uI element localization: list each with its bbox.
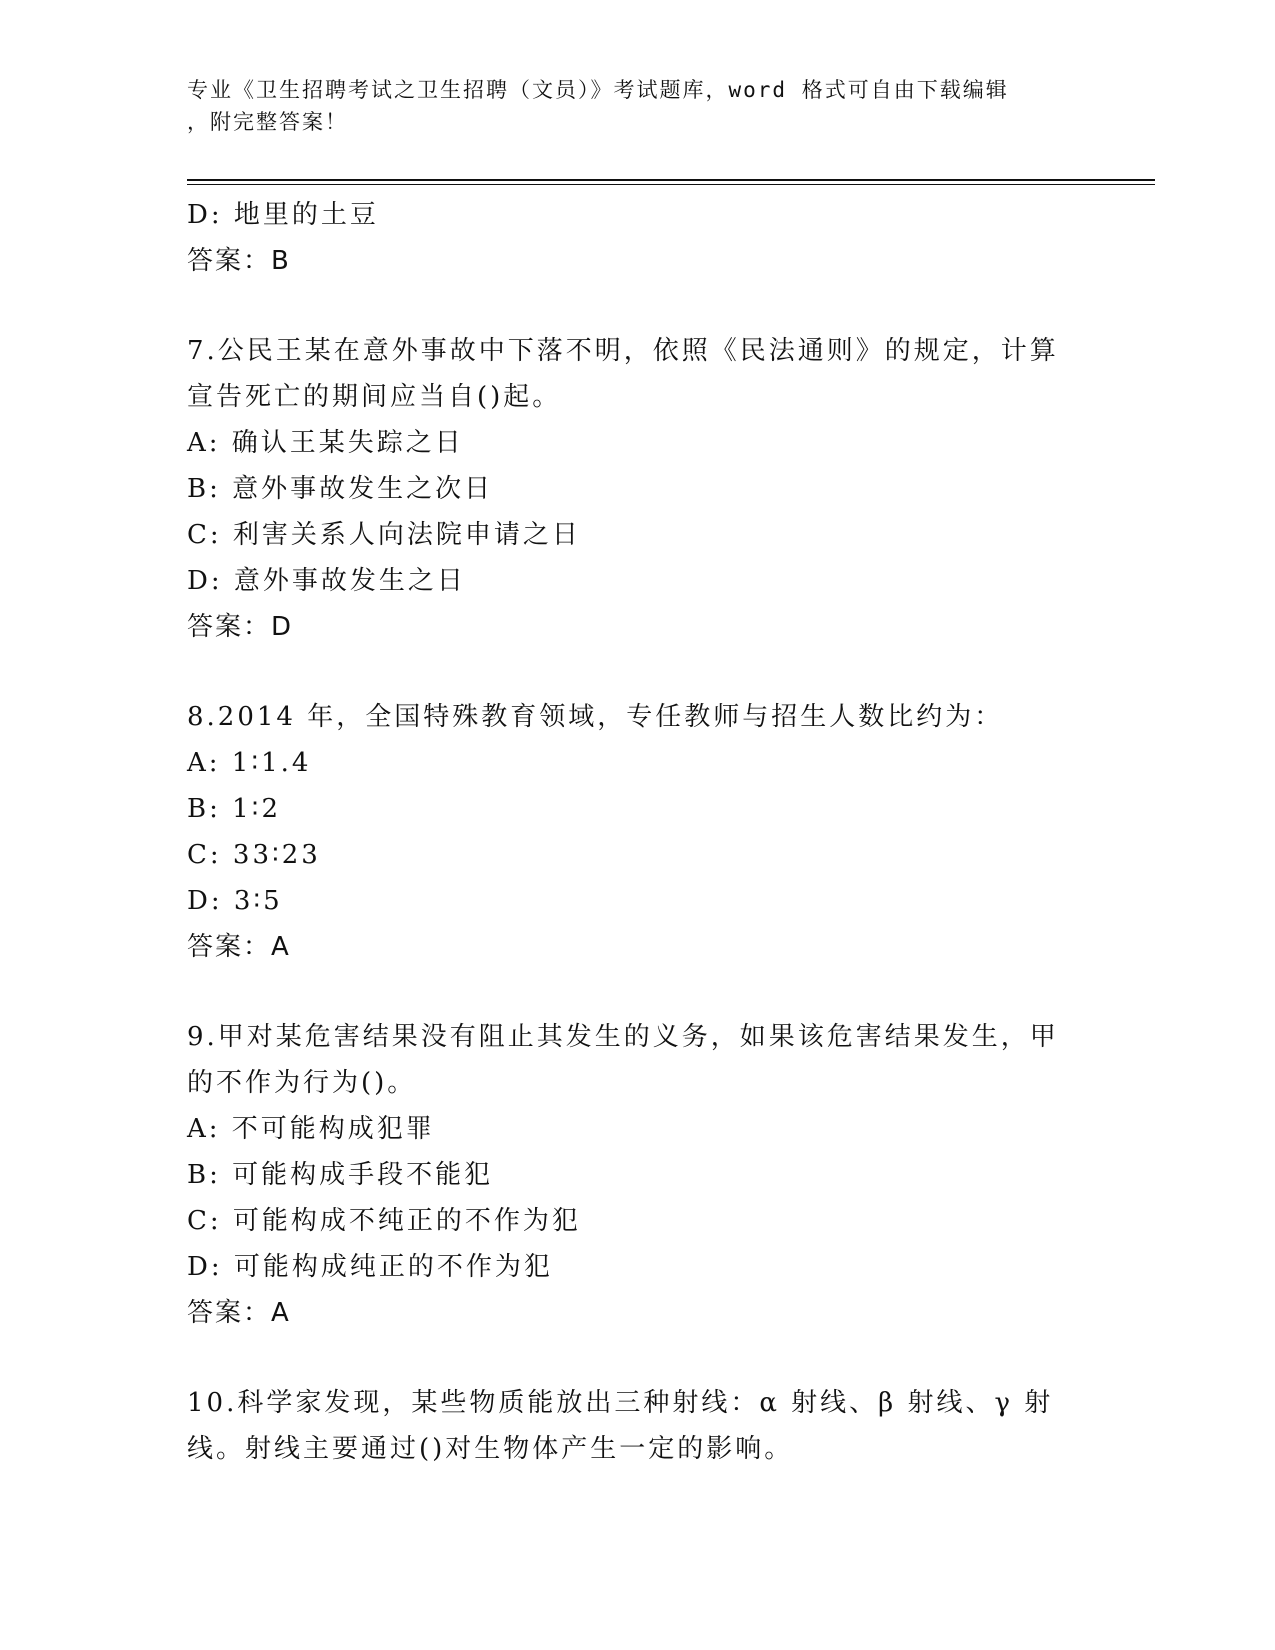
option-d: D: 地里的土豆	[187, 200, 379, 230]
option-a: A: 不可能构成犯罪	[187, 1114, 435, 1144]
question-10	[187, 1380, 1087, 1472]
question-stem: 10.科学家发现，某些物质能放出三种射线：α 射线、β 射线、γ 射	[187, 1388, 1054, 1418]
header-divider-thin	[187, 184, 1155, 185]
header-line-1: 专业《卫生招聘考试之卫生招聘（文员）》考试题库，word 格式可自由下载编辑	[187, 78, 1009, 102]
question-7	[187, 328, 1087, 650]
option-d: D: 可能构成纯正的不作为犯	[187, 1252, 553, 1282]
option-c: C: 33∶23	[187, 840, 321, 870]
answer: 答案：A	[187, 932, 291, 962]
header-divider	[187, 179, 1155, 181]
page-header	[187, 74, 1067, 138]
question-8	[187, 694, 1087, 970]
option-c: C: 可能构成不纯正的不作为犯	[187, 1206, 581, 1236]
option-b: B: 意外事故发生之次日	[187, 474, 494, 504]
answer: 答案：D	[187, 612, 294, 642]
question-prev-tail	[187, 192, 1087, 284]
option-d: D: 3∶5	[187, 886, 283, 916]
question-stem-cont: 线。射线主要通过()对生物体产生一定的影响。	[187, 1434, 794, 1464]
header-line-2: ，附完整答案！	[187, 110, 348, 134]
question-list	[187, 192, 1087, 1472]
question-stem-cont: 宣告死亡的期间应当自()起。	[187, 382, 562, 412]
answer: 答案：A	[187, 1298, 291, 1328]
question-stem: 8.2014 年，全国特殊教育领域，专任教师与招生人数比约为：	[187, 702, 1004, 732]
answer: 答案：B	[187, 246, 291, 276]
question-stem: 7.公民王某在意外事故中下落不明，依照《民法通则》的规定，计算	[187, 336, 1059, 366]
option-a: A: 确认王某失踪之日	[187, 428, 464, 458]
option-a: A: 1∶1.4	[187, 748, 312, 778]
option-b: B: 1∶2	[187, 794, 281, 824]
question-9	[187, 1014, 1087, 1336]
option-d: D: 意外事故发生之日	[187, 566, 466, 596]
option-c: C: 利害关系人向法院申请之日	[187, 520, 581, 550]
option-b: B: 可能构成手段不能犯	[187, 1160, 494, 1190]
question-stem-cont: 的不作为行为()。	[187, 1068, 417, 1098]
question-stem: 9.甲对某危害结果没有阻止其发生的义务，如果该危害结果发生，甲	[187, 1022, 1059, 1052]
